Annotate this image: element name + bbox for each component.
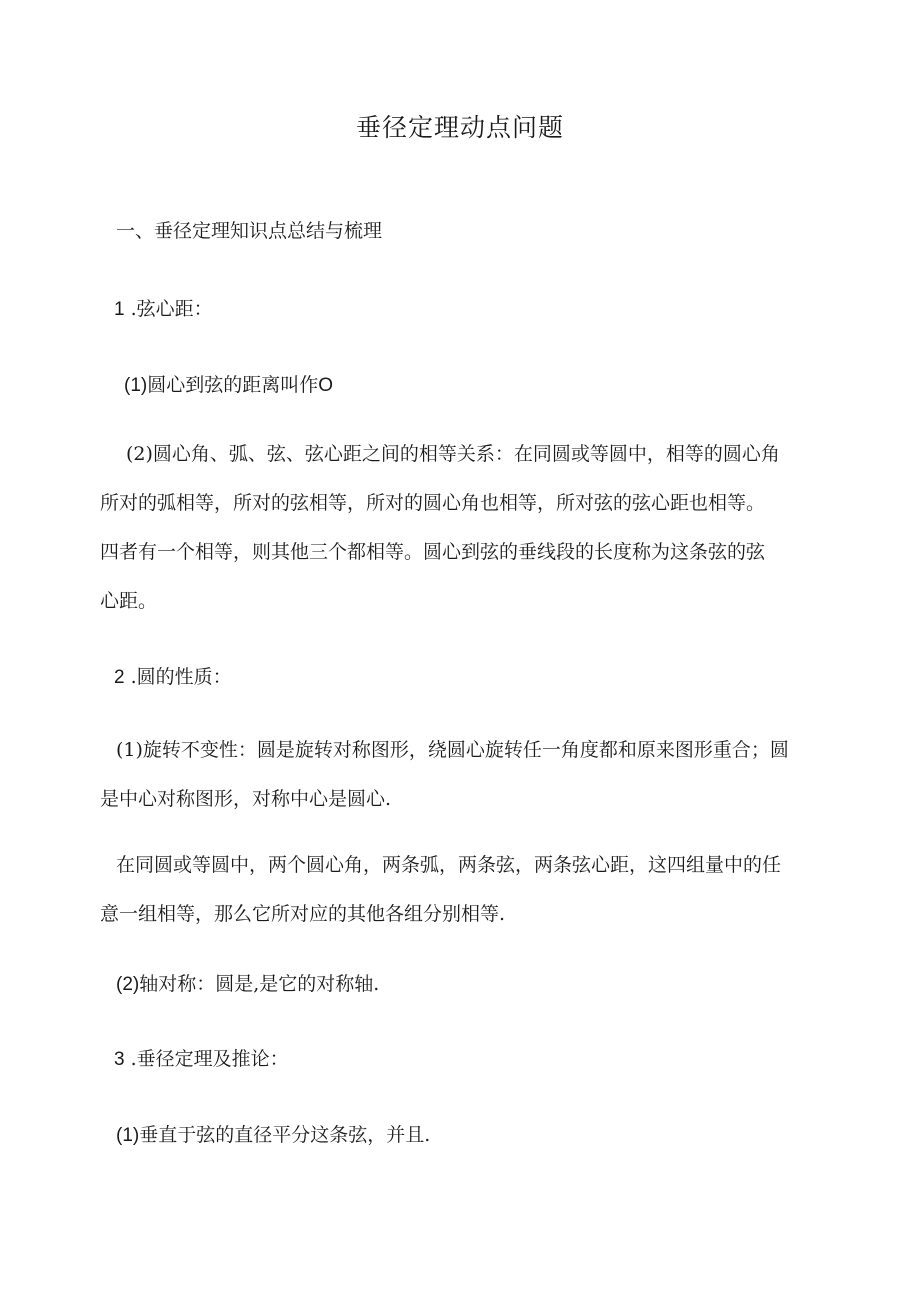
item-1-point-1-number: (1) bbox=[124, 375, 148, 396]
item-2-point-2-text: 轴对称：圆是,是它的对称轴. bbox=[139, 973, 380, 995]
item-1-point-1-tail: O bbox=[318, 375, 334, 396]
item-2-paragraph-line-1: 在同圆或等圆中，两个圆心角，两条弧，两条弦，两条弦心距，这四组量中的任 bbox=[116, 854, 782, 876]
item-2-paragraph-line-2: 意一组相等，那么它所对应的其他各组分别相等. bbox=[100, 903, 506, 925]
item-2-point-1-line-2: 是中心对称图形，对称中心是圆心. bbox=[100, 788, 392, 810]
item-3-heading bbox=[114, 1034, 289, 1085]
item-2-heading-text: .圆的性质： bbox=[130, 666, 232, 688]
item-1-heading bbox=[114, 284, 213, 335]
item-3-number: 3 bbox=[114, 1049, 125, 1070]
item-3-point-1 bbox=[116, 1110, 430, 1161]
item-3-point-1-number: (1) bbox=[116, 1125, 140, 1146]
item-2-point-2-number: (2) bbox=[116, 974, 140, 995]
item-3-heading-text: .垂径定理及推论： bbox=[130, 1048, 289, 1070]
item-2-number: 2 bbox=[114, 667, 125, 688]
item-1-point-1 bbox=[124, 360, 333, 411]
item-2-point-1 bbox=[100, 726, 824, 824]
item-2-point-1-line-1: (1)旋转不变性：圆是旋转对称图形，绕圆心旋转任一角度都和原来图形重合；圆 bbox=[116, 739, 789, 761]
item-1-point-1-text: 圆心到弦的距离叫作 bbox=[147, 374, 319, 396]
item-2-point-2 bbox=[116, 959, 379, 1010]
item-1-point-2-line-1: (2)圆心角、弧、弦、弦心距之间的相等关系：在同圆或等圆中，相等的圆心角 bbox=[126, 443, 780, 465]
page-title: 垂径定理动点问题 bbox=[355, 113, 564, 142]
item-2-heading bbox=[114, 652, 232, 703]
item-1-number: 1 bbox=[114, 299, 125, 320]
item-1-point-2-line-2: 所对的弧相等，所对的弦相等，所对的圆心角也相等，所对弦的弦心距也相等。 bbox=[100, 492, 766, 514]
section-heading-1: 一、垂径定理知识点总结与梳理 bbox=[116, 220, 383, 242]
item-1-point-2 bbox=[100, 430, 824, 626]
item-3-point-1-text: 垂直于弦的直径平分这条弦，并且. bbox=[139, 1124, 431, 1146]
item-1-point-2-line-3: 四者有一个相等，则其他三个都相等。圆心到弦的垂线段的长度称为这条弦的弦 bbox=[100, 541, 766, 563]
item-1-point-2-line-4: 心距。 bbox=[100, 590, 158, 612]
item-2-paragraph bbox=[100, 841, 824, 939]
item-1-heading-text: .弦心距： bbox=[130, 298, 213, 320]
